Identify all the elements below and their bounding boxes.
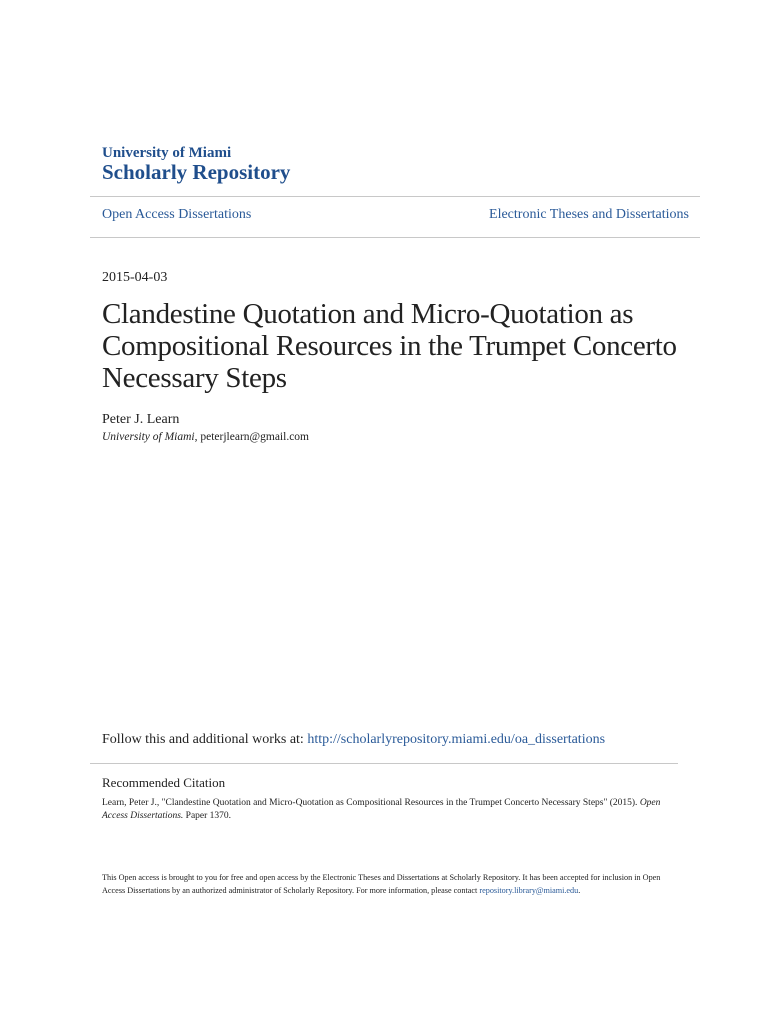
citation-paper-number: Paper 1370. [183,811,232,821]
affiliation-name: University of Miami [102,431,195,443]
institution-name: University of Miami [102,145,232,161]
author-name: Peter J. Learn [102,412,180,427]
follow-url-link[interactable]: http://scholarlyrepository.miami.edu/oa_dissertations [307,732,606,747]
contact-email-link[interactable]: repository.library@miami.edu [479,886,579,895]
open-access-dissertations-link[interactable]: Open Access Dissertations [102,207,252,222]
nav-divider [90,237,700,238]
electronic-theses-link[interactable]: Electronic Theses and Dissertations [489,207,689,222]
author-email: , peterjlearn@gmail.com [194,431,309,443]
citation-text [102,797,677,823]
author-affiliation [102,431,309,443]
notice-end: . [578,886,581,895]
top-divider [90,196,700,197]
notice-text: This Open access is brought to you for free and open access by the Electronic Theses and Dissertations at Scholarly Repository. It has been accepted for inclusion in Open Access Dissertations by an authorized administrator of Scholarly Repository. For more information, please contact [102,873,661,895]
access-notice [102,871,677,897]
follow-label: Follow this and additional works at: [102,732,308,747]
citation-heading: Recommended Citation [102,775,226,790]
repository-name[interactable]: Scholarly Repository [102,160,291,184]
citation-series: Open Access Dissertations. [102,798,661,821]
publication-date: 2015-04-03 [102,270,168,285]
citation-divider [90,763,678,764]
follow-line [102,732,605,748]
citation-main: Learn, Peter J., "Clandestine Quotation and Micro-Quotation as Compositional Resources in the Trumpet Concerto Necessary Steps" (2015). [102,798,640,808]
paper-title: Clandestine Quotation and Micro-Quotation as Compositional Resources in the Trumpet Concerto Necessary Steps [102,298,677,394]
